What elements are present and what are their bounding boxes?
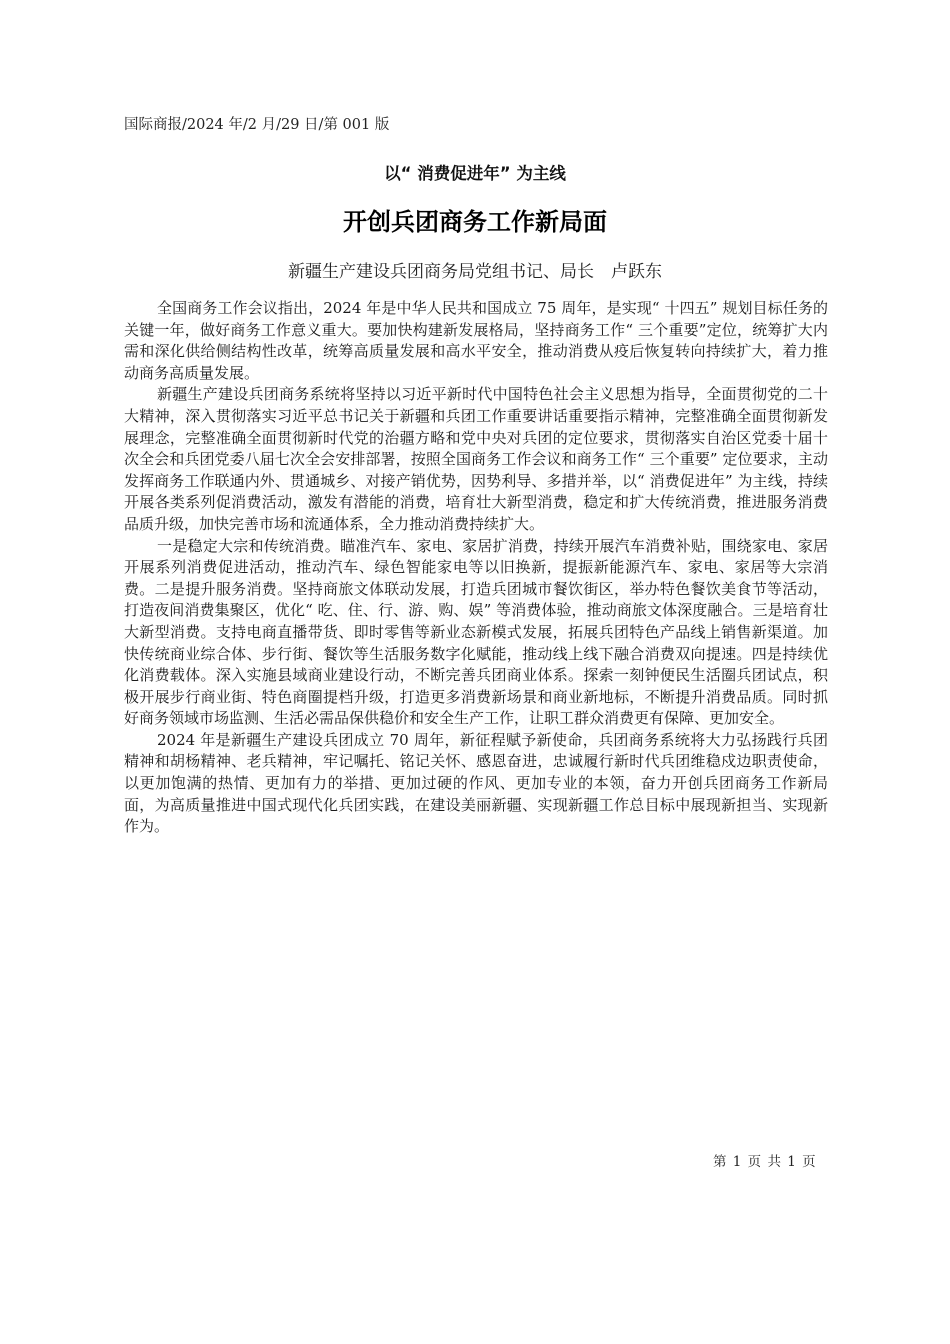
- article-title: 开创兵团商务工作新局面: [343, 208, 607, 236]
- paragraph: 新疆生产建设兵团商务系统将坚持以习近平新时代中国特色社会主义思想为指导，全面贯彻党的二十大精神，深入贯彻落实习近平总书记关于新疆和兵团工作重要讲话重要指示精神，完整准确全面贯彻新发展理念，完整准确全面贯彻新时代党的治疆方略和党中央对兵团的定位要求，贯彻落实自治区党委十届十次全会和兵团党委八届七次全会安排部署，按照全国商务工作会议和商务工作“ 三个重要” 定位要求，主动发挥商务工作联通内外、贯通城乡、对接产销优势，因势利导、多措并举，以“ 消费促进年” 为主线，持续开展各类系列促消费活动，激发有潜能的消费，培育壮大新型消费，稳定和扩大传统消费，推进服务消费品质升级，加快完善市场和流通体系，全力推动消费持续扩大。: [124, 385, 828, 533]
- paragraph: 2024 年是新疆生产建设兵团成立 70 周年，新征程赋予新使命，兵团商务系统将大力弘扬践行兵团精神和胡杨精神、老兵精神，牢记嘱托、铭记关怀、感恩奋进，忠诚履行新时代兵团维稳戍边职责使命，以更加饱满的热情、更加有力的举措、更加过硬的作风、更加专业的本领，奋力开创兵团商务工作新局面，为高质量推进中国式现代化兵团实践，在建设美丽新疆、实现新疆工作总目标中展现新担当、实现新作为。: [124, 730, 828, 836]
- page-number-footer: 第 1 页 共 1 页: [713, 1154, 816, 1170]
- source-line: 国际商报/2024 年/2 月/29 日/第 001 版: [124, 117, 390, 133]
- paragraph: 一是稳定大宗和传统消费。瞄准汽车、家电、家居扩消费，持续开展汽车消费补贴，围绕家电、家居开展系列消费促进活动，推动汽车、绿色智能家电等以旧换新，提振新能源汽车、家电、家居等大宗消费。二是提升服务消费。坚持商旅文体联动发展，打造兵团城市餐饮街区，举办特色餐饮美食节等活动，打造夜间消费集聚区，优化“ 吃、住、行、游、购、娱” 等消费体验，推动商旅文体深度融合。三是培育壮大新型消费。支持电商直播带货、即时零售等新业态新模式发展，拓展兵团特色产品线上销售新渠道。加快传统商业综合体、步行街、餐饮等生活服务数字化赋能，推动线上线下融合消费双向提速。四是持续优化消费载体。深入实施县域商业建设行动，不断完善兵团商业体系。探索一刻钟便民生活圈兵团试点，积极开展步行商业街、特色商圈提档升级，打造更多消费新场景和商业新地标，不断提升消费品质。同时抓好商务领域市场监测、生活必需品保供稳价和安全生产工作，让职工群众消费更有保障、更加安全。: [124, 536, 828, 728]
- paragraph: 全国商务工作会议指出，2024 年是中华人民共和国成立 75 周年，是实现“ 十四五” 规划目标任务的关键一年，做好商务工作意义重大。要加快构建新发展格局，坚持商务工作“ 三个重要”定位，统筹扩大内需和深化供给侧结构性改革，统筹高质量发展和高水平安全，推动消费从疫后恢复转向持续扩大，着力推动商务高质量发展。: [124, 299, 828, 382]
- article-subtitle: 以“ 消费促进年” 为主线: [384, 164, 566, 183]
- article-body: [124, 298, 828, 838]
- author-byline: 新疆生产建设兵团商务局党组书记、局长 卢跃东: [288, 262, 662, 282]
